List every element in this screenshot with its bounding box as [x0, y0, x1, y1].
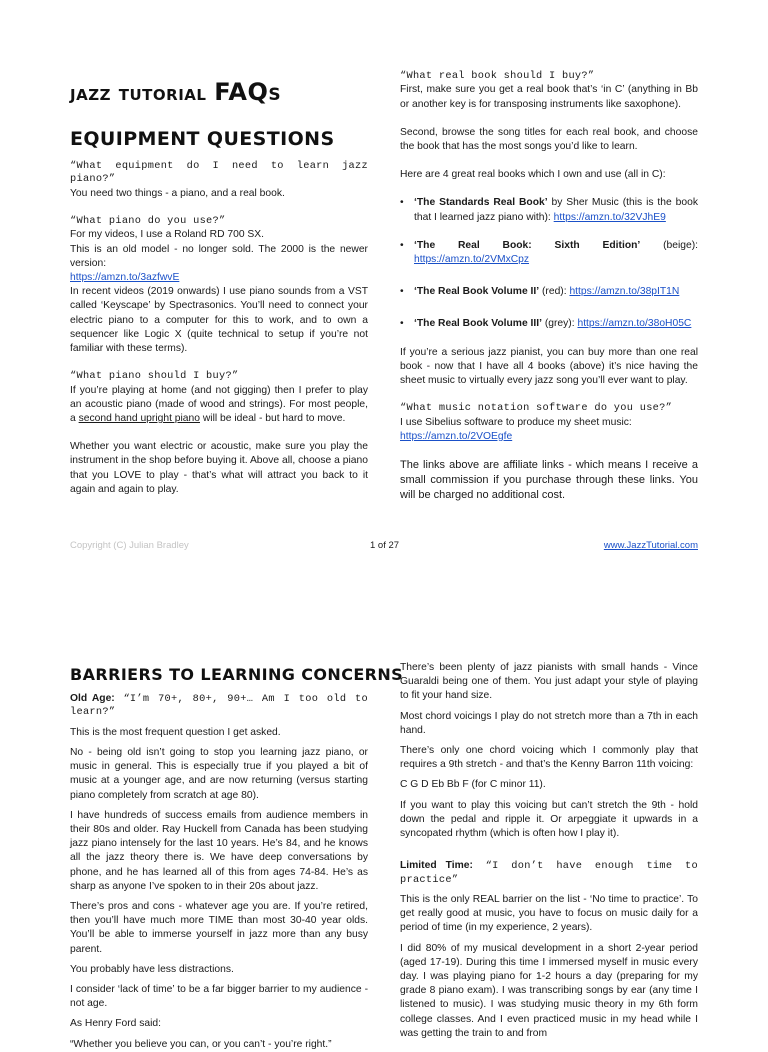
question-piano-used: “What piano do you use?”	[70, 214, 226, 227]
paragraph: There’s been plenty of jazz pianists with small hands - Vince Guaraldi being one of them. You just adapt your style of playing to fit your hand size.	[400, 662, 698, 702]
sibelius-link[interactable]: https://amzn.to/2VOEgfe	[400, 430, 513, 442]
question-equipment: “What equipment do I need to learn jazz piano?”	[70, 160, 368, 186]
question-old-age	[70, 692, 368, 720]
page2-left-column	[70, 692, 368, 1052]
document-title	[70, 76, 281, 109]
barriers-heading: BARRIERS TO LEARNING CONCERNS	[70, 665, 404, 684]
paragraph: If you want to play this voicing but can’t stretch the 9th - hold down the pedal and ripple it. Or arpeggiate it upwards in a syncopated rhythm (which is often how I play it).	[400, 799, 698, 840]
page1-left-column	[70, 160, 368, 497]
limited-time-question: “I don’t have enough time to practice”	[400, 860, 699, 886]
affiliate-disclaimer: The links above are affiliate links - which means I receive a small commission if you purchase through these links. You will be charged no additional cost.	[400, 459, 698, 502]
paragraph: As Henry Ford said:	[70, 1018, 161, 1030]
paragraph: This is the most frequent question I get asked.	[70, 726, 281, 738]
paragraph: This is the only REAL barrier on the list - ‘No time to practice’. To get really good at music, you have to focus on music daily for a period of time (in my experience, 2 years).	[400, 893, 698, 934]
answer-piano-model: For my videos, I use a Roland RD 700 SX.	[70, 229, 265, 241]
answer-piano-buy	[70, 384, 368, 427]
old-age-label: Old Age:	[70, 693, 115, 704]
book-desc: (beige):	[640, 239, 698, 251]
answer-keyscape: In recent videos (2019 onwards) I use piano sounds from a VST called ‘Keyscape’ by Spectrasonics. You’ll need to connect your electric piano to a computer for this to work, and to own a sequencer like Logic X (quite technical to setup if you’re not familiar with these terms).	[70, 286, 368, 354]
book-name: ‘The Real Book Volume II’	[414, 286, 540, 298]
book-link[interactable]: https://amzn.to/2VMxCpz	[414, 254, 530, 265]
answer-real-book-browse: Second, browse the song titles for each real book, and choose the book that has the most songs you’d like to learn.	[400, 126, 698, 152]
answer-piano-buy-part2: will be ideal - but hard to move.	[202, 412, 346, 424]
list-item	[400, 285, 698, 299]
answer-piano-old-model: This is an old model - no longer sold. The 2000 is the newer version:	[70, 243, 368, 269]
equipment-heading: EQUIPMENT QUESTIONS	[70, 128, 335, 150]
paragraph: I consider ‘lack of time’ to be a far bigger barrier to my audience - not age.	[70, 984, 368, 1010]
book-name: ‘The Real Book Volume III’	[414, 318, 542, 330]
answer-real-book-list-intro: Here are 4 great real books which I own and use (all in C):	[400, 169, 666, 181]
paragraph: There’s only one chord voicing which I commonly play that requires a 9th stretch - and that’s the Kenny Barron 11th voicing:	[400, 745, 698, 771]
old-age-question: “I’m 70+, 80+, 90+… Am I too old to learn?”	[70, 693, 368, 719]
answer-piano-buy-part1: If you’re playing at home (and not gigging) then I prefer to play an acoustic piano (made of wood and strings). For most people, a	[70, 384, 368, 424]
title-prefix: jazz tutorial	[70, 81, 207, 105]
title-suffix: FAQs	[214, 78, 282, 106]
page1-right-column	[400, 70, 698, 504]
paragraph: I have hundreds of success emails from audience members in their 80s and older. Ray Huckell from Canada has been studying jazz piano intensely for the last 10 years. He’s 84, and he knows all the jazz theory there is. We have deep conversations by phone, and he has learned all of this from ages 74-84. He’s as sharp as anyone I’ve spoken to in their 20s about jazz.	[70, 809, 368, 892]
paragraph: No - being old isn’t going to stop you learning jazz piano, or music in general. This is especially true if you played a bit of music at a younger age, and are now returning (versus starting piano completely from scratch at age 80).	[70, 746, 368, 801]
paragraph: You probably have less distractions.	[70, 963, 234, 975]
paragraph: There’s pros and cons - whatever age you are. If you’re retired, then you’ll have much more TIME than most 30-40 year olds. You’ll be able to immerse yourself in jazz more than any busy parent.	[70, 900, 368, 955]
henry-ford-quote: “Whether you believe you can, or you can’t - you’re right.”	[70, 1038, 332, 1050]
book-name: ‘The Real Book: Sixth Edition’	[414, 239, 641, 251]
page2-right-column	[400, 661, 698, 1041]
list-item	[400, 317, 698, 331]
second-hand-piano-link[interactable]: second hand upright piano	[78, 412, 200, 424]
answer-equipment: You need two things - a piano, and a real book.	[70, 187, 285, 199]
question-notation-software: “What music notation software do you use?”	[400, 402, 673, 415]
answer-serious-pianist: If you’re a serious jazz pianist, you can buy more than one real book - now that I have all 4 books (above) it’s nice having the sheet music to virtually every jazz song you’ll ever want to play.	[400, 346, 698, 387]
footer-site-link[interactable]: www.JazzTutorial.com	[603, 540, 698, 551]
list-item	[400, 239, 698, 267]
footer-copyright: Copyright (C) Julian Bradley	[70, 540, 189, 551]
question-piano-buy: “What piano should I buy?”	[70, 370, 239, 383]
question-limited-time	[400, 859, 698, 887]
answer-choose-piano: Whether you want electric or acoustic, make sure you play the instrument in the shop before buying it. Above all, choose a piano that you LOVE to play - that’s what will attract you back to it again and again to play.	[70, 441, 368, 495]
limited-time-label: Limited Time:	[400, 860, 473, 872]
list-item	[400, 196, 698, 224]
answer-sibelius: I use Sibelius software to produce my sheet music:	[400, 416, 632, 428]
paragraph: I did 80% of my musical development in a short 2-year period (aged 17-19). During this time I immersed myself in music every day. I was playing piano for 1-2 hours a day (preparing for my grade 8 piano exam). I was transcribing songs by ear (any time I listened to music). I was studying music theory in my 6th form college classes. And I even practiced music in my head while I was getting the train to and from	[400, 942, 698, 1039]
book-link[interactable]: https://amzn.to/32VJhE9	[553, 211, 666, 223]
book-desc: by Sher Music (this is the book that I learned jazz piano with):	[414, 197, 698, 223]
chord-voicing: C G D Eb Bb F (for C minor 11).	[400, 779, 546, 791]
footer-page-number: 1 of 27	[370, 540, 400, 551]
book-desc: (red):	[539, 286, 570, 298]
book-desc: (grey):	[541, 318, 578, 330]
roland-link[interactable]: https://amzn.to/3azfwvE	[70, 271, 180, 283]
paragraph: Most chord voicings I play do not stretch more than a 7th in each hand.	[400, 710, 698, 736]
real-book-list	[400, 196, 698, 331]
answer-real-book-key: First, make sure you get a real book that’s ‘in C’ (anything in Bb or another key is for transposing instruments like saxophone).	[400, 84, 698, 110]
book-link[interactable]: https://amzn.to/38oH05C	[577, 318, 692, 330]
book-name: ‘The Standards Real Book’	[414, 197, 548, 209]
book-link[interactable]: https://amzn.to/38pIT1N	[569, 286, 680, 298]
question-real-book: “What real book should I buy?”	[400, 70, 595, 82]
